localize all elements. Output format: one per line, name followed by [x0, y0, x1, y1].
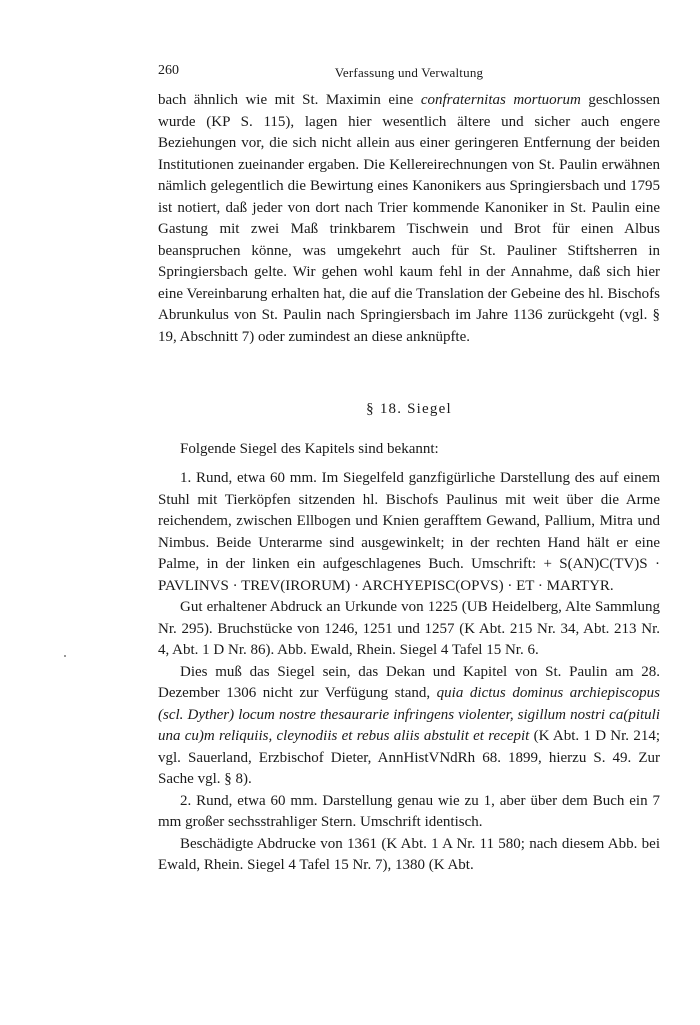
body-text	[158, 90, 660, 877]
italic-text: confraternitas mortuorum	[420, 92, 581, 108]
body-paragraph	[158, 597, 660, 662]
running-title: Verfassung und Verwaltung	[334, 65, 484, 80]
text-run: Beschädigte Abdrucke von 1361 (K Abt. 1 A Nr. 11 580; nach diesem Abb. bei Ewald, Rhein. Siegel 4 Tafel 15 Nr. 7), 1380 (K Abt.	[158, 835, 660, 873]
body-paragraph	[158, 791, 660, 834]
text-run: Gut erhaltener Abdruck an Urkunde von 1225 (UB Heidelberg, Alte Sammlung Nr. 295). Bruchstücke von 1246, 1251 und 1257 (K Abt. 215 Nr. 34, Abt. 213 Nr. 4, Abt. 1 D Nr. 86). Abb. Ewald, Rhein. Siegel 4 Tafel 15 Nr. 6.	[158, 599, 660, 658]
body-paragraph	[158, 834, 660, 877]
text-run: geschlossen wurde (KP S. 115), lagen hier wesentlich ältere und sicher auch engere Beziehungen vor, die sich nicht allein aus einer geringeren Entfernung der beiden Institutionen zueinander ergaben. Die Kellereirechnungen von St. Paulin erwähnen nämlich gelegentlich die Bewirtung eines Kanonikers aus Springiersbach und 1795 ist notiert, daß jeder von dort nach Trier kommende Kanoniker in St. Paulin eine Gastung mit zwei Maß trinkbarem Tischwein und Brot für einen Albus beanspruchen könne, was umgekehrt auch für St. Pauliner Stiftsherren in Springiersbach gelte. Wir gehen wohl kaum fehl in der Annahme, daß sich hier eine Vereinbarung erhalten hat, die auf die Translation der Gebeine des hl. Bischofs Abrunkulus von St. Paulin nach Springiersbach im Jahre 1136 zurückgeht (vgl. § 19, Abschnitt 7) oder zumindest an diese anknüpfte.	[158, 92, 660, 345]
margin-dot	[64, 655, 66, 657]
text-run: bach ähnlich wie mit St. Maximin eine	[158, 92, 421, 108]
body-paragraph	[158, 90, 660, 348]
paragraphs-before-section	[158, 90, 660, 348]
text-run: 1. Rund, etwa 60 mm. Im Siegelfeld ganzfigürliche Darstellung des auf einem Stuhl mit Tierköpfen sitzenden hl. Bischofs Paulinus mit weit über die Arme reichendem, zwischen Ellbogen und Knien gerafftem Gewand, Pallium, Mitra und Nimbus. Beide Unterarme sind ausgewinkelt; in der rechten Hand hält er eine Palme, in der linken ein aufgeschlagenes Buch. Umschrift: + S(AN)C(TV)S · PAVLINVS · TREV(IRORUM) · ARCHYEPISC(OPVS) · ET · MARTYR.	[158, 470, 660, 594]
italic-text: quia dictus dominus archiepiscopus (scl. Dyther) locum nostre thesaurarie infringens violenter, sigillum nostri ca(pituli una cu)m reliquiis, cleynodiis et rebus aliis abstulit et recepit	[158, 685, 660, 744]
text-run: (K Abt. 1 D Nr. 214; vgl. Sauerland, Erzbischof Dieter, AnnHistVNdRh 68. 1899, hierzu S. 49. Zur Sache vgl. § 8).	[158, 728, 661, 787]
body-paragraph	[158, 439, 660, 461]
body-paragraph	[158, 662, 660, 791]
book-page	[158, 60, 660, 877]
text-run: Dies muß das Siegel sein, das Dekan und Kapitel von St. Paulin am 28. Dezember 1306 nicht zur Verfügung stand,	[158, 663, 660, 701]
body-paragraph	[158, 468, 660, 597]
page-number: 260	[158, 63, 179, 78]
running-head	[158, 60, 660, 90]
section-heading: § 18. Siegel	[366, 401, 452, 417]
text-run: 2. Rund, etwa 60 mm. Darstellung genau wie zu 1, aber über dem Buch ein 7 mm großer sechsstrahliger Stern. Umschrift identisch.	[158, 792, 660, 830]
text-run: Folgende Siegel des Kapitels sind bekannt:	[180, 440, 439, 457]
paragraphs-after-section	[158, 439, 660, 877]
